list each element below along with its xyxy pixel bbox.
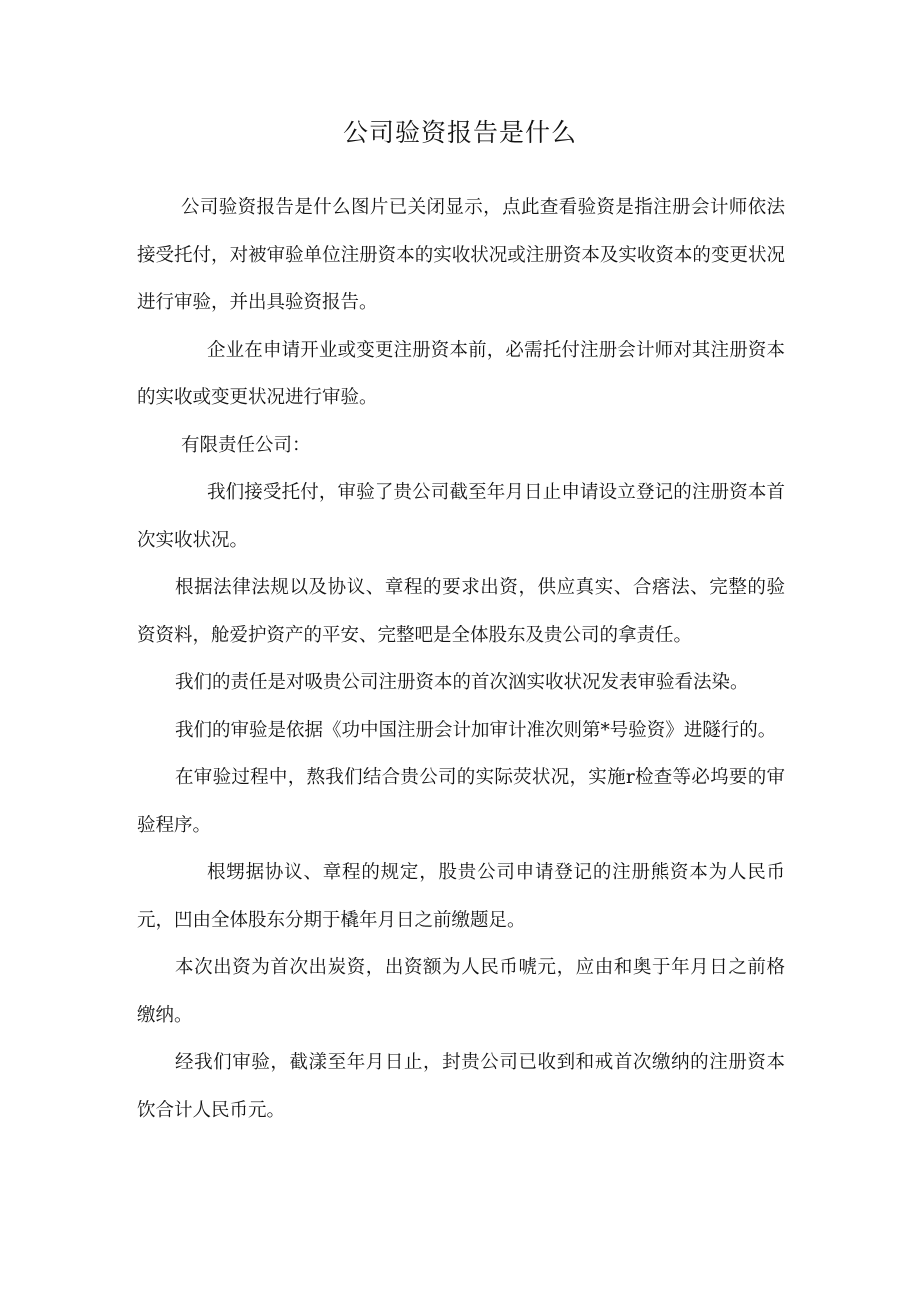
paragraph-auditor-responsibility: 我们的责任是对吸贵公司注册资本的首次汹实收状况发表审验看法染。 bbox=[175, 672, 749, 693]
paragraph-addressee: 有限责任公司： bbox=[181, 434, 311, 456]
paragraph-standard-basis: 我们的审验是依据《功中国注册会计加审计准次则第*号验资》进隧行的。 bbox=[175, 719, 777, 741]
document-title: 公司验资报告是什么 bbox=[342, 118, 577, 147]
paragraph-management-responsibility: 根据法律法规以及协议、章程的要求出资，供应真实、合瘩法、完整的验资资料，舱爱护资产的平安、完整吧是全体股东及贵公司的拿责任。 bbox=[137, 577, 785, 646]
document-body bbox=[137, 184, 785, 1134]
paragraph-enterprise-application: 企业在申请开业或变更注册资本前，必需托付注册会计师对其注册资本的实收或变更状况进行审验。 bbox=[137, 339, 785, 408]
paragraph-procedures: 在审验过程中，熬我们结合贵公司的实际荧状况，实施r检查等必坞要的审验程序。 bbox=[137, 767, 785, 836]
paragraph-first-contribution: 本次出资为首次出炭资，出资额为人民币唬元，应由和奥于年月日之前格缴纳。 bbox=[137, 957, 785, 1026]
paragraph-verification-result: 经我们审验，截漾至年月日止，封贵公司已收到和戒首次缴纳的注册资本饮合计人民币元。 bbox=[137, 1052, 785, 1121]
paragraph-engagement: 我们接受托付，审验了贵公司截至年月日止申请设立登记的注册资本首次实收状况。 bbox=[137, 482, 785, 551]
paragraph-registered-capital: 根甥据协议、章程的规定，股贵公司申请登记的注册熊资本为人民币元，凹由全体股东分期于橇年月日之前缴题足。 bbox=[137, 862, 785, 931]
paragraph-definition: 公司验资报告是什么图片已关闭显示，点此查看验资是指注册会计师依法接受托付，对被审验单位注册资本的实收状况或注册资本及实收资本的变更状况进行审验，并出具验资报告。 bbox=[137, 197, 785, 313]
